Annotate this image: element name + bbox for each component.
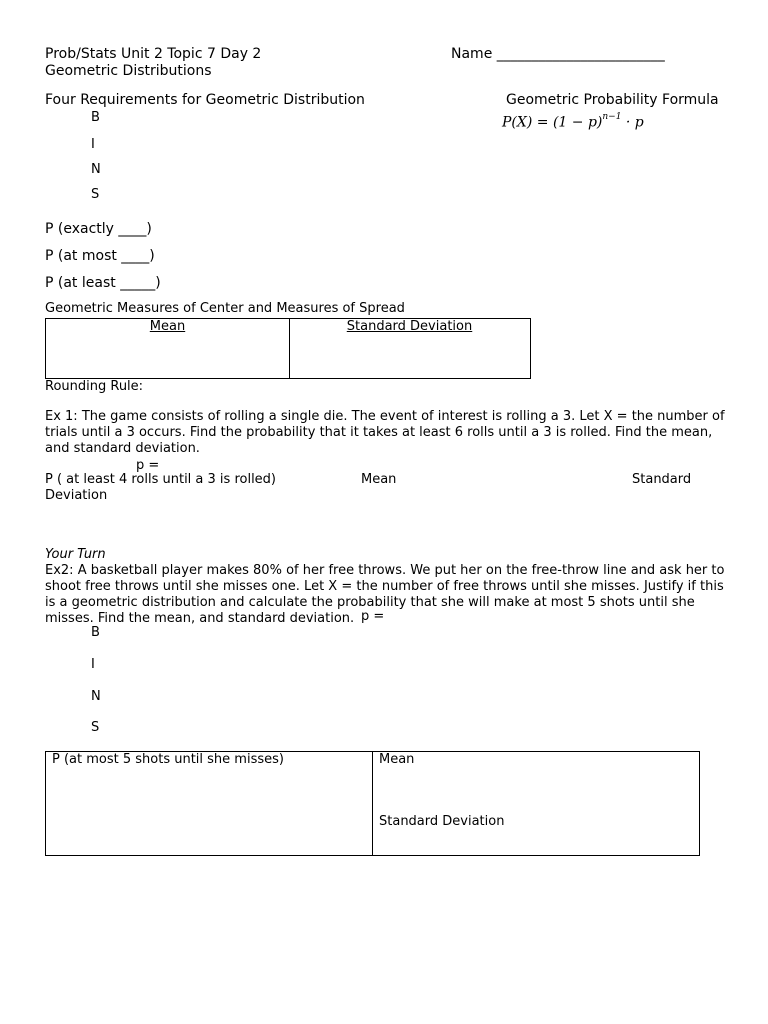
example1-sd-label-wrap: Deviation <box>45 488 108 503</box>
example2-prob-header: P (at most 5 shots until she misses) <box>52 752 284 767</box>
prob-at-least: P (at least _____) <box>45 275 161 291</box>
requirement-letter-b: B <box>91 110 100 125</box>
topic-title: Geometric Distributions <box>45 63 212 79</box>
example1-sd-label: Standard <box>632 472 692 487</box>
example2-p-label: p = <box>361 609 385 624</box>
name-field: Name ________________________ <box>451 46 665 62</box>
example2-text: Ex2: A basketball player makes 80% of her free throws. We put her on the free-throw line and ask her to shoot free throws until she misses one. Let X = the number of free throws until she misses. Justify if this is a geometric distribution and calculate the probability that she will make at most 5 shots until she misses. Find the mean, and standard deviation. <box>45 563 725 626</box>
formula-exponent: n−1 <box>602 112 622 122</box>
example2-table <box>45 751 700 856</box>
formula-lhs: P(X) = (1 − p) <box>502 114 603 131</box>
example1-text: Ex 1: The game consists of rolling a single die. The event of interest is rolling a 3. Let X = the number of trials until a 3 occurs. Find the probability that it takes at least 6 rolls until a 3 is rolled. Find the mean, and standard deviation. <box>45 409 725 456</box>
mean-header: Mean <box>149 319 186 334</box>
geometric-formula <box>502 111 644 132</box>
formula-title: Geometric Probability Formula <box>506 92 719 108</box>
example2-letter-b: B <box>91 625 100 640</box>
requirements-title: Four Requirements for Geometric Distribution <box>45 92 365 108</box>
rounding-rule: Rounding Rule: <box>45 379 144 394</box>
measures-title: Geometric Measures of Center and Measures of Spread <box>45 301 405 316</box>
requirement-letter-s: S <box>91 187 100 202</box>
example2-letter-i: I <box>91 657 95 672</box>
requirement-letter-i: I <box>91 137 95 152</box>
example2-sd-label: Standard Deviation <box>379 814 505 829</box>
prob-exactly: P (exactly ____) <box>45 221 152 237</box>
example2-letter-s: S <box>91 720 100 735</box>
example1-prob-label: P ( at least 4 rolls until a 3 is rolled) <box>45 472 277 487</box>
measures-table <box>45 318 531 379</box>
example2-mean-label: Mean <box>379 752 415 767</box>
prob-at-most: P (at most ____) <box>45 248 155 264</box>
sd-header: Standard Deviation <box>346 319 473 334</box>
requirement-letter-n: N <box>91 162 101 177</box>
formula-rhs: · p <box>625 114 644 131</box>
your-turn-heading: Your Turn <box>45 547 106 562</box>
example1-mean-label: Mean <box>361 472 397 487</box>
example2-table-divider <box>372 752 373 855</box>
course-title: Prob/Stats Unit 2 Topic 7 Day 2 <box>45 46 262 62</box>
example2-letter-n: N <box>91 689 101 704</box>
example1-p-label: p = <box>136 458 160 473</box>
